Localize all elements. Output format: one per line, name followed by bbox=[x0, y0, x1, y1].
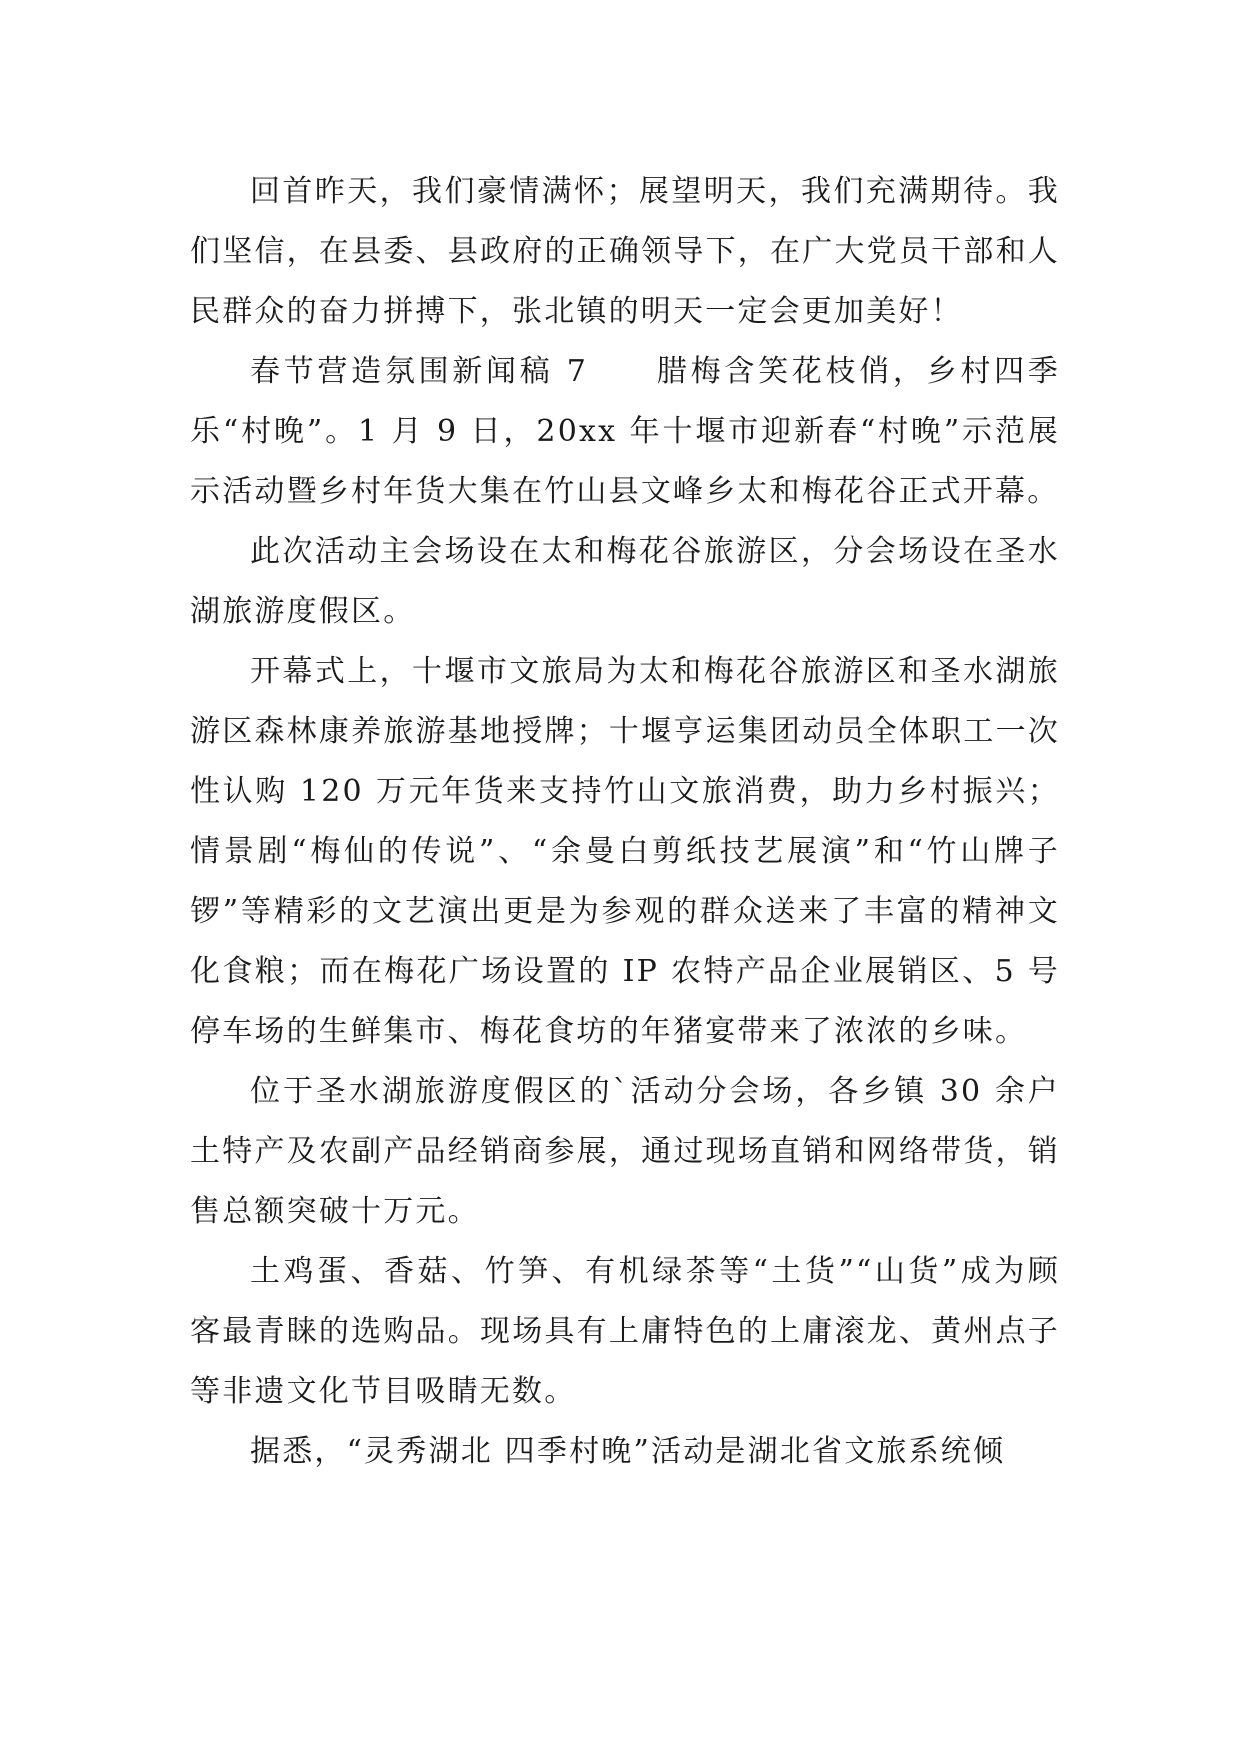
paragraph-7: 据悉，“灵秀湖北 四季村晚”活动是湖北省文旅系统倾 bbox=[250, 1434, 1006, 1469]
paragraph-4: 开幕式上，十堰市文旅局为太和梅花谷旅游区和圣水湖旅游区森林康养旅游基地授牌；十堰亨运集团动员全体职工一次性认购 120 万元年货来支持竹山文旅消费，助力乡村振兴；情景剧“梅仙的传说”、“余曼白剪纸技艺展演”和“竹山牌子锣”等精彩的文艺演出更是为参观的群众送来了丰富的精神文化食粮；而在梅花广场设置的 IP 农特产品企业展销区、5 号停车场的生鲜集市、梅花食坊的年猪宴带来了浓浓的乡味。 bbox=[190, 654, 1060, 1049]
paragraph-6: 土鸡蛋、香菇、竹笋、有机绿茶等“土货”“山货”成为顾客最青睐的选购品。现场具有上庸特色的上庸滚龙、黄州点子等非遗文化节目吸睛无数。 bbox=[190, 1254, 1060, 1409]
document-body bbox=[190, 162, 1060, 1482]
paragraph-3: 此次活动主会场设在太和梅花谷旅游区，分会场设在圣水湖旅游度假区。 bbox=[190, 534, 1060, 629]
paragraph-2: 春节营造氛围新闻稿 7 腊梅含笑花枝俏，乡村四季乐“村晚”。1 月 9 日，20xx 年十堰市迎新春“村晚”示范展示活动暨乡村年货大集在竹山县文峰乡太和梅花谷正式开幕。 bbox=[190, 354, 1060, 509]
paragraph-1: 回首昨天，我们豪情满怀；展望明天，我们充满期待。我们坚信，在县委、县政府的正确领导下，在广大党员干部和人民群众的奋力拼搏下，张北镇的明天一定会更加美好！ bbox=[190, 174, 1060, 329]
paragraph-5: 位于圣水湖旅游度假区的`活动分会场，各乡镇 30 余户土特产及农副产品经销商参展，通过现场直销和网络带货，销售总额突破十万元。 bbox=[190, 1074, 1060, 1229]
